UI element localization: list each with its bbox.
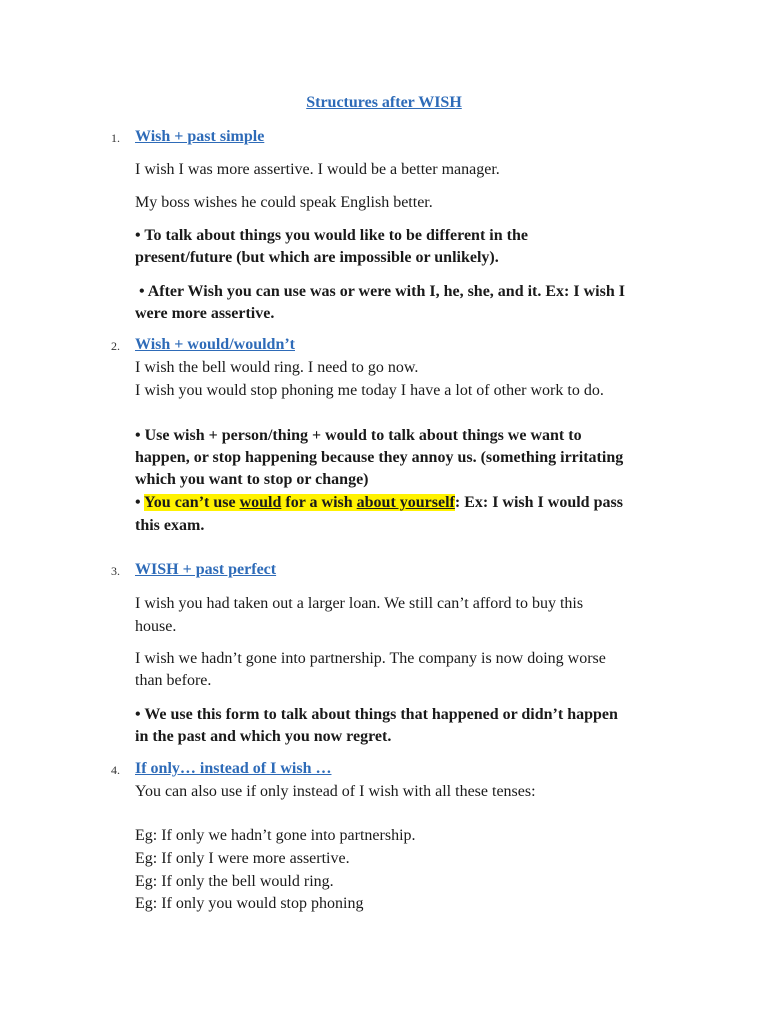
rule-note: happen, or stop happening because they annoy us. (something irritating	[135, 449, 624, 466]
rule-note-rest: : Ex: I wish I would pass	[454, 494, 623, 511]
rule-note: which you want to stop or change)	[135, 471, 369, 488]
section-heading-4: If only… instead of I wish …	[135, 760, 332, 777]
example-sentence: Eg: If only we hadn’t gone into partnership.	[135, 827, 416, 844]
rule-note: • After Wish you can use was or were with I, he, she, and it. Ex: I wish I	[139, 283, 625, 300]
highlight-segment: for a wish	[281, 494, 357, 511]
highlighted-text	[144, 494, 455, 511]
list-number-3: 3.	[111, 564, 120, 578]
section-heading-2: Wish + would/wouldn’t	[135, 336, 295, 353]
intro-sentence: You can also use if only instead of I wish with all these tenses:	[135, 783, 536, 800]
example-sentence: house.	[135, 618, 177, 635]
rule-note: were more assertive.	[135, 305, 275, 322]
example-sentence: My boss wishes he could speak English better.	[135, 194, 433, 211]
list-number-1: 1.	[111, 131, 120, 145]
list-number-2: 2.	[111, 339, 120, 353]
document-title: Structures after WISH	[306, 94, 462, 111]
example-sentence: Eg: If only you would stop phoning	[135, 895, 364, 912]
section-heading-3: WISH + past perfect	[135, 561, 277, 578]
rule-note: this exam.	[135, 517, 205, 534]
section-heading-1: Wish + past simple	[135, 128, 265, 145]
example-sentence: I wish I was more assertive. I would be a better manager.	[135, 161, 500, 178]
highlight-segment: You can’t use	[144, 494, 240, 511]
example-sentence: I wish the bell would ring. I need to go now.	[135, 359, 419, 376]
example-sentence: Eg: If only I were more assertive.	[135, 850, 350, 867]
example-sentence: I wish you would stop phoning me today I have a lot of other work to do.	[135, 382, 604, 399]
rule-note: • We use this form to talk about things that happened or didn’t happen	[135, 706, 618, 723]
list-number-4: 4.	[111, 763, 120, 777]
highlighted-rule-note	[135, 492, 623, 514]
rule-note: • Use wish + person/thing + would to talk about things we want to	[135, 427, 582, 444]
example-sentence: Eg: If only the bell would ring.	[135, 873, 334, 890]
rule-note: • To talk about things you would like to be different in the	[135, 227, 528, 244]
underlined-word: would	[239, 494, 282, 511]
rule-note: in the past and which you now regret.	[135, 728, 392, 745]
bullet: •	[135, 494, 145, 511]
example-sentence: I wish you had taken out a larger loan. We still can’t afford to buy this	[135, 595, 584, 612]
example-sentence: I wish we hadn’t gone into partnership. The company is now doing worse	[135, 650, 606, 667]
rule-note: present/future (but which are impossible or unlikely).	[135, 249, 499, 266]
underlined-phrase: about yourself	[356, 494, 455, 511]
example-sentence: than before.	[135, 672, 212, 689]
